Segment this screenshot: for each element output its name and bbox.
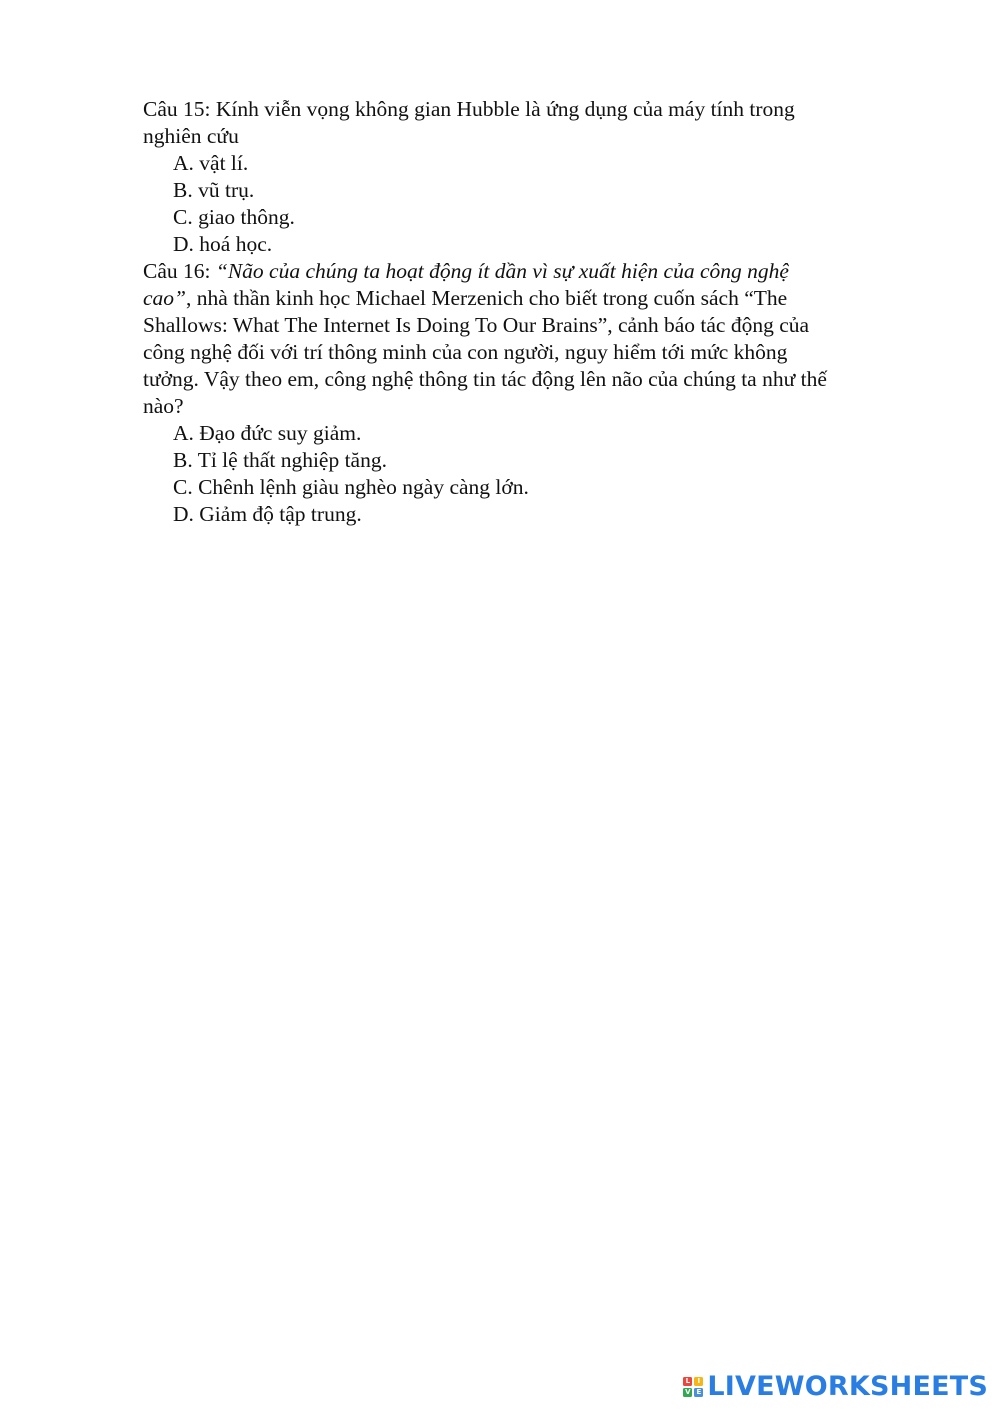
question-16-option-a: A. Đạo đức suy giảm. [173,421,362,445]
logo-cell-i: I [694,1377,703,1386]
question-16-text-line-2 [143,285,903,312]
liveworksheets-logo-icon [683,1377,703,1397]
question-16-text-line-5: tưởng. Vậy theo em, công nghệ thông tin tác động lên não của chúng ta như thế [143,367,827,391]
question-16-text-line-3: Shallows: What The Internet Is Doing To Our Brains”, cảnh báo tác động của [143,313,810,337]
liveworksheets-watermark [683,1372,988,1402]
question-15-option-c: C. giao thông. [173,205,295,229]
question-15-option-a: A. vật lí. [173,151,249,175]
question-15-text-line-2: nghiên cứu [143,124,239,148]
question-16-option-c: C. Chênh lệnh giàu nghèo ngày càng lớn. [173,475,529,499]
worksheet-content [143,96,903,528]
liveworksheets-wordmark: LIVEWORKSHEETS [707,1371,988,1402]
question-15-option-d: D. hoá học. [173,232,273,256]
question-16 [143,258,903,528]
question-16-text-line-6: nào? [143,394,184,418]
question-15 [143,96,903,258]
question-16-option-d: D. Giảm độ tập trung. [173,502,362,526]
question-16-option-b: B. Tỉ lệ thất nghiệp tăng. [173,448,387,472]
question-16-quote-part-1: “Não của chúng ta hoạt động ít dần vì sự xuất hiện của công nghệ [215,259,789,283]
question-16-label: Câu 16: [143,259,216,283]
question-15-option-b: B. vũ trụ. [173,178,255,202]
question-16-quote-part-2: cao” [143,286,186,310]
logo-cell-l: L [683,1377,692,1386]
logo-cell-e: E [694,1388,703,1397]
logo-cell-v: V [685,1388,691,1396]
question-15-text-line-1: Câu 15: Kính viễn vọng không gian Hubble là ứng dụng của máy tính trong [143,97,795,121]
question-16-text-line-1 [143,258,903,285]
question-16-text-line-4: công nghệ đối với trí thông minh của con người, nguy hiểm tới mức không [143,340,788,364]
question-16-text-continuation: , nhà thần kinh học Michael Merzenich cho biết trong cuốn sách “The [186,286,788,310]
